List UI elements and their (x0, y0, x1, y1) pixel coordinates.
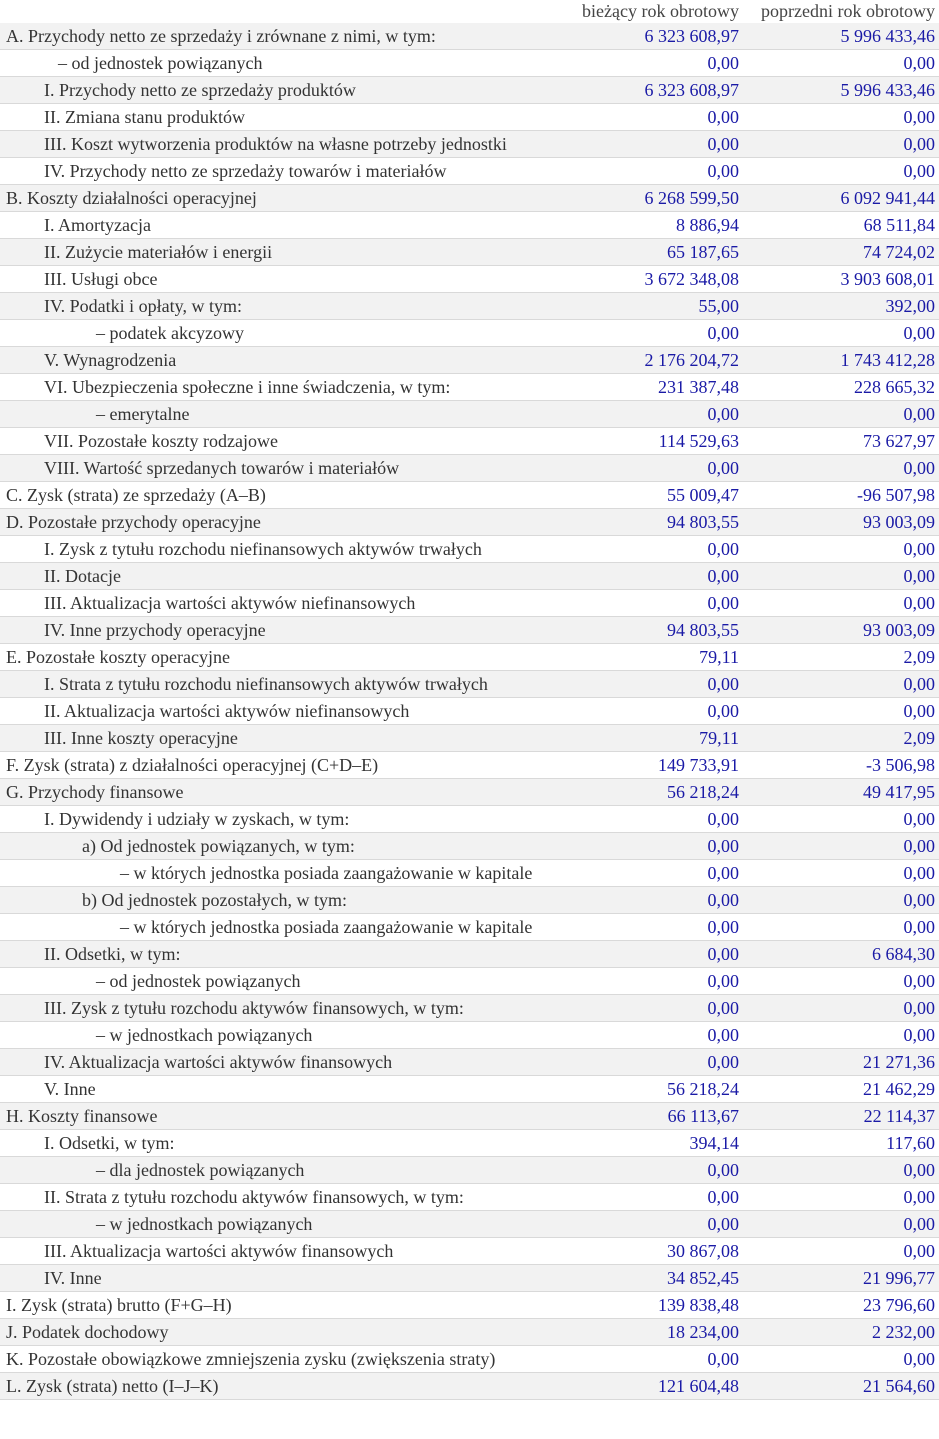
row-previous-value: 93 003,09 (743, 509, 939, 536)
row-label: IV. Inne (0, 1265, 563, 1292)
row-current-value: 0,00 (563, 995, 743, 1022)
row-previous-value: 0,00 (743, 887, 939, 914)
table-row (0, 1265, 939, 1292)
row-current-value: 6 323 608,97 (563, 77, 743, 104)
table-row (0, 77, 939, 104)
table-row (0, 833, 939, 860)
row-label: II. Odsetki, w tym: (0, 941, 563, 968)
row-previous-value: 73 627,97 (743, 428, 939, 455)
row-previous-value: 21 564,60 (743, 1373, 939, 1400)
row-label: b) Od jednostek pozostałych, w tym: (0, 887, 563, 914)
row-label: I. Odsetki, w tym: (0, 1130, 563, 1157)
row-current-value: 139 838,48 (563, 1292, 743, 1319)
row-previous-value: 22 114,37 (743, 1103, 939, 1130)
table-row (0, 347, 939, 374)
table-row (0, 1184, 939, 1211)
row-previous-value: 93 003,09 (743, 617, 939, 644)
table-row (0, 158, 939, 185)
row-previous-value: 0,00 (743, 1346, 939, 1373)
table-row (0, 968, 939, 995)
table-row (0, 266, 939, 293)
row-label: II. Strata z tytułu rozchodu aktywów finansowych, w tym: (0, 1184, 563, 1211)
row-current-value: 94 803,55 (563, 617, 743, 644)
row-current-value: 0,00 (563, 1184, 743, 1211)
row-current-value: 6 268 599,50 (563, 185, 743, 212)
row-label: – od jednostek powiązanych (0, 968, 563, 995)
row-previous-value: 2,09 (743, 725, 939, 752)
row-previous-value: 0,00 (743, 158, 939, 185)
row-previous-value: 5 996 433,46 (743, 23, 939, 50)
table-row (0, 1130, 939, 1157)
row-previous-value: 0,00 (743, 833, 939, 860)
row-label: H. Koszty finansowe (0, 1103, 563, 1130)
table-row (0, 1346, 939, 1373)
row-current-value: 0,00 (563, 563, 743, 590)
row-label: I. Przychody netto ze sprzedaży produktów (0, 77, 563, 104)
row-previous-value: 21 271,36 (743, 1049, 939, 1076)
row-previous-value: 0,00 (743, 1184, 939, 1211)
row-label: – w których jednostka posiada zaangażowanie w kapitale (0, 860, 563, 887)
row-current-value: 79,11 (563, 725, 743, 752)
row-previous-value: 0,00 (743, 1022, 939, 1049)
table-body (0, 23, 939, 1400)
table-row (0, 131, 939, 158)
table-row (0, 671, 939, 698)
row-current-value: 65 187,65 (563, 239, 743, 266)
row-current-value: 94 803,55 (563, 509, 743, 536)
row-label: J. Podatek dochodowy (0, 1319, 563, 1346)
row-label: A. Przychody netto ze sprzedaży i zrównane z nimi, w tym: (0, 23, 563, 50)
row-label: III. Zysk z tytułu rozchodu aktywów finansowych, w tym: (0, 995, 563, 1022)
row-label: II. Zużycie materiałów i energii (0, 239, 563, 266)
table-row (0, 1319, 939, 1346)
table-row (0, 1049, 939, 1076)
row-current-value: 6 323 608,97 (563, 23, 743, 50)
row-label: V. Wynagrodzenia (0, 347, 563, 374)
row-label: E. Pozostałe koszty operacyjne (0, 644, 563, 671)
row-current-value: 149 733,91 (563, 752, 743, 779)
row-label: II. Aktualizacja wartości aktywów niefinansowych (0, 698, 563, 725)
table-row (0, 185, 939, 212)
table-row (0, 1022, 939, 1049)
row-current-value: 8 886,94 (563, 212, 743, 239)
row-label: – w jednostkach powiązanych (0, 1022, 563, 1049)
row-current-value: 2 176 204,72 (563, 347, 743, 374)
table-row (0, 50, 939, 77)
row-previous-value: 0,00 (743, 401, 939, 428)
row-previous-value: 0,00 (743, 455, 939, 482)
row-label: III. Inne koszty operacyjne (0, 725, 563, 752)
row-current-value: 231 387,48 (563, 374, 743, 401)
row-current-value: 0,00 (563, 536, 743, 563)
row-current-value: 34 852,45 (563, 1265, 743, 1292)
row-previous-value: 0,00 (743, 995, 939, 1022)
row-label: I. Zysk z tytułu rozchodu niefinansowych aktywów trwałych (0, 536, 563, 563)
table-row (0, 752, 939, 779)
row-label: F. Zysk (strata) z działalności operacyjnej (C+D–E) (0, 752, 563, 779)
row-label: G. Przychody finansowe (0, 779, 563, 806)
table-row (0, 104, 939, 131)
row-previous-value: 0,00 (743, 698, 939, 725)
table-row (0, 887, 939, 914)
row-current-value: 55,00 (563, 293, 743, 320)
row-current-value: 66 113,67 (563, 1103, 743, 1130)
row-previous-value: -96 507,98 (743, 482, 939, 509)
row-label: K. Pozostałe obowiązkowe zmniejszenia zysku (zwiększenia straty) (0, 1346, 563, 1373)
row-previous-value: 0,00 (743, 590, 939, 617)
row-current-value: 0,00 (563, 671, 743, 698)
row-current-value: 0,00 (563, 887, 743, 914)
row-previous-value: 0,00 (743, 1157, 939, 1184)
table-row (0, 401, 939, 428)
row-current-value: 0,00 (563, 401, 743, 428)
row-current-value: 0,00 (563, 860, 743, 887)
row-label: – od jednostek powiązanych (0, 50, 563, 77)
row-previous-value: 3 903 608,01 (743, 266, 939, 293)
row-previous-value: 392,00 (743, 293, 939, 320)
table-row (0, 806, 939, 833)
row-current-value: 3 672 348,08 (563, 266, 743, 293)
row-current-value: 0,00 (563, 158, 743, 185)
row-previous-value: 0,00 (743, 563, 939, 590)
row-label: C. Zysk (strata) ze sprzedaży (A–B) (0, 482, 563, 509)
row-current-value: 55 009,47 (563, 482, 743, 509)
row-previous-value: 6 092 941,44 (743, 185, 939, 212)
row-current-value: 0,00 (563, 833, 743, 860)
header-current-year: bieżący rok obrotowy (582, 1, 739, 21)
table-row (0, 1238, 939, 1265)
table-row (0, 320, 939, 347)
table-row (0, 1076, 939, 1103)
row-label: – dla jednostek powiązanych (0, 1157, 563, 1184)
row-current-value: 0,00 (563, 914, 743, 941)
row-label: – w jednostkach powiązanych (0, 1211, 563, 1238)
row-label: III. Usługi obce (0, 266, 563, 293)
table-row (0, 374, 939, 401)
header-label-column (0, 0, 563, 23)
row-current-value: 0,00 (563, 455, 743, 482)
row-label: I. Strata z tytułu rozchodu niefinansowych aktywów trwałych (0, 671, 563, 698)
table-row (0, 428, 939, 455)
row-previous-value: 0,00 (743, 50, 939, 77)
table-row (0, 239, 939, 266)
row-current-value: 114 529,63 (563, 428, 743, 455)
row-current-value: 0,00 (563, 698, 743, 725)
row-label: IV. Inne przychody operacyjne (0, 617, 563, 644)
table-row (0, 644, 939, 671)
row-current-value: 30 867,08 (563, 1238, 743, 1265)
row-previous-value: 21 462,29 (743, 1076, 939, 1103)
row-label: – podatek akcyzowy (0, 320, 563, 347)
row-label: VIII. Wartość sprzedanych towarów i materiałów (0, 455, 563, 482)
table-row (0, 1373, 939, 1400)
row-label: VII. Pozostałe koszty rodzajowe (0, 428, 563, 455)
row-current-value: 0,00 (563, 1022, 743, 1049)
row-label: III. Aktualizacja wartości aktywów finansowych (0, 1238, 563, 1265)
table-row (0, 563, 939, 590)
row-label: IV. Przychody netto ze sprzedaży towarów i materiałów (0, 158, 563, 185)
table-row (0, 779, 939, 806)
row-previous-value: 2,09 (743, 644, 939, 671)
row-previous-value: 0,00 (743, 104, 939, 131)
row-previous-value: 23 796,60 (743, 1292, 939, 1319)
table-row (0, 23, 939, 50)
table-row (0, 1157, 939, 1184)
row-previous-value: 49 417,95 (743, 779, 939, 806)
row-previous-value: 0,00 (743, 1238, 939, 1265)
row-previous-value: 0,00 (743, 131, 939, 158)
row-previous-value: 0,00 (743, 671, 939, 698)
row-previous-value: 0,00 (743, 806, 939, 833)
row-previous-value: 0,00 (743, 320, 939, 347)
row-current-value: 0,00 (563, 104, 743, 131)
row-current-value: 56 218,24 (563, 779, 743, 806)
row-previous-value: 0,00 (743, 914, 939, 941)
row-previous-value: 2 232,00 (743, 1319, 939, 1346)
table-row (0, 1103, 939, 1130)
row-previous-value: -3 506,98 (743, 752, 939, 779)
row-current-value: 0,00 (563, 1346, 743, 1373)
row-current-value: 79,11 (563, 644, 743, 671)
row-previous-value: 0,00 (743, 860, 939, 887)
table-header (0, 0, 939, 23)
row-previous-value: 74 724,02 (743, 239, 939, 266)
table-row (0, 698, 939, 725)
table-row (0, 590, 939, 617)
table-row (0, 725, 939, 752)
row-previous-value: 117,60 (743, 1130, 939, 1157)
row-label: II. Dotacje (0, 563, 563, 590)
row-previous-value: 68 511,84 (743, 212, 939, 239)
row-label: IV. Aktualizacja wartości aktywów finansowych (0, 1049, 563, 1076)
table-row (0, 482, 939, 509)
row-previous-value: 5 996 433,46 (743, 77, 939, 104)
row-current-value: 0,00 (563, 590, 743, 617)
table-row (0, 536, 939, 563)
row-current-value: 0,00 (563, 1211, 743, 1238)
row-current-value: 0,00 (563, 806, 743, 833)
row-current-value: 0,00 (563, 320, 743, 347)
row-label: V. Inne (0, 1076, 563, 1103)
table-row (0, 617, 939, 644)
row-label: IV. Podatki i opłaty, w tym: (0, 293, 563, 320)
table-row (0, 860, 939, 887)
table-row (0, 995, 939, 1022)
row-label: III. Aktualizacja wartości aktywów niefinansowych (0, 590, 563, 617)
row-label: II. Zmiana stanu produktów (0, 104, 563, 131)
table-row (0, 914, 939, 941)
row-current-value: 0,00 (563, 131, 743, 158)
row-label: I. Zysk (strata) brutto (F+G–H) (0, 1292, 563, 1319)
header-previous-year: poprzedni rok obrotowy (761, 1, 935, 21)
row-previous-value: 1 743 412,28 (743, 347, 939, 374)
row-label: B. Koszty działalności operacyjnej (0, 185, 563, 212)
row-label: – emerytalne (0, 401, 563, 428)
row-previous-value: 0,00 (743, 968, 939, 995)
row-current-value: 0,00 (563, 1157, 743, 1184)
row-current-value: 0,00 (563, 1049, 743, 1076)
row-current-value: 0,00 (563, 968, 743, 995)
row-previous-value: 6 684,30 (743, 941, 939, 968)
row-previous-value: 0,00 (743, 1211, 939, 1238)
row-current-value: 121 604,48 (563, 1373, 743, 1400)
table-row (0, 293, 939, 320)
row-current-value: 394,14 (563, 1130, 743, 1157)
row-label: I. Dywidendy i udziały w zyskach, w tym: (0, 806, 563, 833)
row-current-value: 56 218,24 (563, 1076, 743, 1103)
row-label: – w których jednostka posiada zaangażowanie w kapitale (0, 914, 563, 941)
row-label: I. Amortyzacja (0, 212, 563, 239)
row-label: VI. Ubezpieczenia społeczne i inne świadczenia, w tym: (0, 374, 563, 401)
row-label: L. Zysk (strata) netto (I–J–K) (0, 1373, 563, 1400)
table-row (0, 509, 939, 536)
row-current-value: 0,00 (563, 941, 743, 968)
table-row (0, 455, 939, 482)
header-row (0, 0, 939, 23)
row-label: III. Koszt wytworzenia produktów na własne potrzeby jednostki (0, 131, 563, 158)
table-row (0, 941, 939, 968)
row-label: D. Pozostałe przychody operacyjne (0, 509, 563, 536)
row-previous-value: 21 996,77 (743, 1265, 939, 1292)
row-label: a) Od jednostek powiązanych, w tym: (0, 833, 563, 860)
table-row (0, 1211, 939, 1238)
row-current-value: 18 234,00 (563, 1319, 743, 1346)
table-row (0, 212, 939, 239)
table-row (0, 1292, 939, 1319)
row-previous-value: 0,00 (743, 536, 939, 563)
row-current-value: 0,00 (563, 50, 743, 77)
row-previous-value: 228 665,32 (743, 374, 939, 401)
